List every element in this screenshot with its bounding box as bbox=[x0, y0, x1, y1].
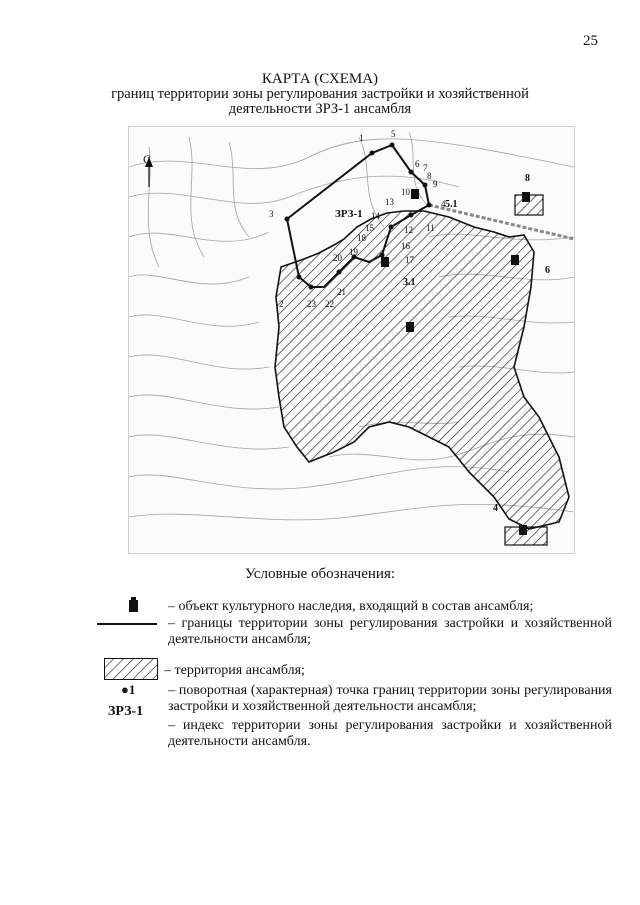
map-title bbox=[0, 72, 640, 117]
point-label-1: 1 bbox=[359, 133, 364, 143]
point-label-13: 13 bbox=[385, 197, 394, 207]
point-label-9: 9 bbox=[433, 179, 438, 189]
point-label-4: 4 bbox=[441, 199, 446, 209]
point-label-11: 11 bbox=[426, 223, 435, 233]
point-label-22: 22 bbox=[325, 299, 334, 309]
object-square-4 bbox=[505, 527, 547, 545]
title-line-2: границ территории зоны регулирования застройки и хозяйственной bbox=[111, 86, 529, 102]
point-label-17: 17 bbox=[405, 255, 414, 265]
point-label-14: 14 bbox=[371, 211, 380, 221]
point-label-16: 16 bbox=[401, 241, 410, 251]
point-label-18: 18 bbox=[357, 233, 366, 243]
legend-text-hatched-area: – территория ансамбля; bbox=[164, 663, 305, 678]
point-label-12: 12 bbox=[404, 225, 413, 235]
point-label-6: 6 bbox=[415, 159, 420, 169]
zone-index-label: ЗРЗ-1 bbox=[335, 208, 363, 220]
title-line-1: КАРТА (СХЕМА) bbox=[261, 71, 379, 87]
point-label-8: 8 bbox=[427, 171, 432, 181]
point-label-20: 20 bbox=[333, 253, 342, 263]
object-label-4: 4 bbox=[493, 503, 498, 514]
point-label-5: 5 bbox=[391, 129, 396, 139]
object-label-6: 6 bbox=[545, 265, 550, 276]
point-label-3: 3 bbox=[269, 209, 274, 219]
point-label-19: 19 bbox=[349, 247, 358, 257]
legend-symbol-zone-index: ЗРЗ-1 bbox=[108, 704, 144, 719]
legend-text-culture-object: – объект культурного наследия, входящий в состав ансамбля; bbox=[168, 599, 534, 614]
north-arrow bbox=[143, 152, 153, 187]
point-label-10: 10 bbox=[401, 187, 410, 197]
point-label-23: 23 bbox=[307, 299, 316, 309]
legend-symbol-turning-point: ●1 bbox=[121, 682, 136, 697]
legend-title: Условные обозначения: bbox=[244, 566, 396, 582]
object-label-3-1: 3.1 bbox=[403, 277, 416, 288]
map-scheme bbox=[128, 126, 575, 554]
north-letter: С bbox=[143, 152, 152, 166]
legend-symbol-hatched-area bbox=[104, 658, 158, 685]
object-square-8 bbox=[515, 195, 543, 215]
map-svg bbox=[129, 127, 574, 553]
title-line-3: деятельности ЗРЗ-1 ансамбля bbox=[228, 101, 412, 117]
point-label-15: 15 bbox=[365, 223, 374, 233]
legend-text-zone-index: – индекс территории зоны регулирования застройки и хозяйственной деятельности ансамбля. bbox=[168, 718, 612, 749]
object-label-8: 8 bbox=[525, 173, 530, 184]
legend-symbol-culture-object bbox=[128, 597, 140, 618]
point-label-7: 7 bbox=[423, 163, 428, 173]
page-number: 25 bbox=[583, 33, 598, 49]
legend-text-boundary-line: – границы территории зоны регулирования застройки и хозяйственной деятельности ансамбля; bbox=[168, 616, 612, 647]
legend-symbol-boundary-line bbox=[97, 623, 157, 625]
point-label-21: 21 bbox=[337, 287, 346, 297]
object-label-5-1: 5.1 bbox=[445, 199, 458, 210]
point-label-2: 2 bbox=[279, 299, 284, 309]
legend-text-turning-point: – поворотная (характерная) точка границ территории зоны регулирования застройки и хозяйственной деятельности ансамбля; bbox=[168, 683, 612, 714]
